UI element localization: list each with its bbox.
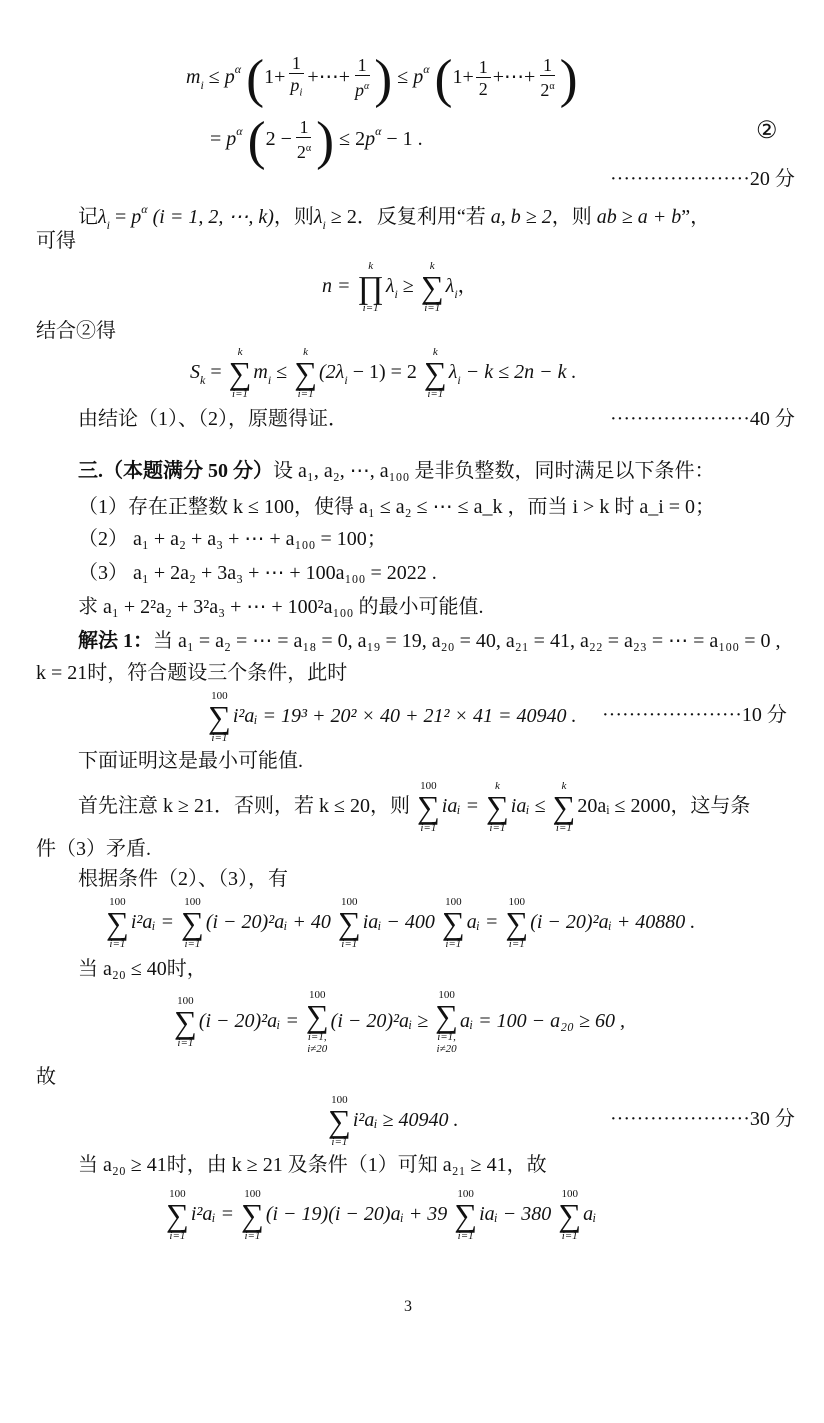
score-30: ·····················30 分 xyxy=(610,1108,795,1130)
sum-symbol: k ∑ i=1 xyxy=(552,780,576,835)
text-kede: 可得 xyxy=(36,230,76,252)
solution1-when-40: 当 a₂₀ ≤ 40时， xyxy=(78,958,207,980)
fraction: $\frac{1}{p^\alpha}$ xyxy=(354,55,370,101)
sum-symbol: 100 ∑ i=1, i≠20 xyxy=(305,989,329,1056)
sum-symbol: 100 ∑ i=1 xyxy=(106,896,129,951)
problem3-condition-3: （3） a₁ + 2a₂ + 3a₃ + ⋯ + 100a₁₀₀ = 2022 . xyxy=(78,562,437,584)
solution1-last-equation: 100 ∑ i=1 i²aᵢ = 100 ∑ i=1 (i − 19)(i − 20)aᵢ + 39 100 ∑ i=1 iaᵢ − 380 100 ∑ i=1 aᵢ xyxy=(166,1188,597,1243)
equation-m-line2: = $p^\alpha$ (2 − $\frac{1}{2^\alpha}$ ) ≤ $2p^\alpha - 1$ . xyxy=(210,110,423,171)
problem3-condition-1: （1）存在正整数 k ≤ 100，使得 a₁ ≤ a₂ ≤ ⋯ ≤ a_k ，而当 i > k 时 a_i = 0； xyxy=(78,496,716,518)
fraction: $\frac{1}{2}$ xyxy=(476,57,491,100)
sum-symbol: 100 ∑ i=1, i≠20 xyxy=(435,989,458,1056)
equation-m-line1: $m_i \le p^\alpha$ (1+ $\frac{1}{p_i}$ +⋯+ $\frac{1}{p^\alpha}$ ) ≤ $p^\alpha$ (1+ $\frac{1}{2}$ +⋯+ $\frac{1}{2^\alpha}$ ) xyxy=(186,48,578,109)
fraction: $\frac{1}{2^\alpha}$ xyxy=(296,117,312,163)
solution1-line2: k = 21时，符合题设三个条件，此时 xyxy=(36,662,348,684)
fraction: $\frac{1}{p_i}$ xyxy=(290,53,303,99)
equation-number: ② xyxy=(756,118,778,144)
solution1-big-equation: 100 ∑ i=1 i²aᵢ = 100 ∑ i=1 (i − 20)²aᵢ + 40 100 ∑ i=1 iaᵢ − 400 100 ∑ i=1 aᵢ = 100 ∑ i=1 (i − 20)²aᵢ + 40880 . xyxy=(106,896,696,951)
sum-symbol: 100 ∑ i=1 xyxy=(208,690,231,745)
fraction: $\frac{1}{2^\alpha}$ xyxy=(540,55,555,101)
solution1-equation: 100 ∑ i=1 i²aᵢ = 19³ + 20² × 40 + 21² × 41 = 40940 . xyxy=(208,690,577,745)
problem3-intro: 三.（本题满分 50 分）设 a₁, a₂, ⋯, a₁₀₀ 是非负整数，同时满足以下条件： xyxy=(78,460,715,482)
product-symbol: k ∏ i=1 xyxy=(357,260,384,315)
solution1-prove: 下面证明这是最小可能值. xyxy=(78,750,303,772)
sum-symbol: k ∑ i=1 xyxy=(228,346,252,401)
score-10: ·····················10 分 xyxy=(602,704,787,726)
lambda-definition: 记$\lambda_i = p^\alpha$ (i = 1, 2, ⋯, k)，则$\lambda_i \ge 2$．反复利用“若 a, b ≥ 2，则 ab ≥ a + b”， xyxy=(78,202,711,232)
solution1-contradiction: 件（3）矛盾. xyxy=(36,838,151,860)
sum-symbol: k ∑ i=1 xyxy=(294,346,318,401)
sum-symbol: k ∑ i=1 xyxy=(420,260,444,315)
eq-text: ≤ xyxy=(208,66,225,88)
sum-symbol: 100 ∑ i=1 xyxy=(181,896,204,951)
conclusion-text: 由结论（1）、（2），原题得证． xyxy=(78,408,348,430)
sum-symbol: 100 ∑ i=1 xyxy=(454,1188,478,1243)
sum-symbol: 100 ∑ i=1 xyxy=(166,1188,189,1243)
problem3-condition-2: （2） a₁ + a₂ + a₃ + ⋯ + a₁₀₀ = 100； xyxy=(78,528,387,550)
solution1-equation-gu: 100 ∑ i=1 i²aᵢ ≥ 40940 . xyxy=(328,1094,459,1149)
page-number: 3 xyxy=(404,1298,412,1315)
solution1-when-41: 当 a₂₀ ≥ 41时，由 k ≥ 21 及条件（1）可知 a₂₁ ≥ 41，故 xyxy=(78,1154,547,1176)
text-jiehe: 结合②得 xyxy=(36,320,116,342)
equation-n: n = k ∏ i=1 $\lambda_i$ ≥ k ∑ i=1 $\lambda_i$， xyxy=(322,260,478,315)
sum-symbol: k ∑ i=1 xyxy=(423,346,447,401)
sum-symbol: 100 ∑ i=1 xyxy=(328,1094,351,1149)
sum-symbol: 100 ∑ i=1 xyxy=(241,1188,264,1243)
solution1-line1: 解法 1：当 a₁ = a₂ = ⋯ = a₁₈ = 0, a₁₉ = 19, a₂₀ = 40, a₂₁ = 41, a₂₂ = a₂₃ = ⋯ = a₁₀₀ = 0 , xyxy=(78,630,781,652)
sum-symbol: 100 ∑ i=1 xyxy=(416,780,440,835)
problem3-question: 求 a₁ + 2²a₂ + 3²a₃ + ⋯ + 100²a₁₀₀ 的最小可能值. xyxy=(78,596,484,618)
score-40: ·····················40 分 xyxy=(610,408,795,430)
text-gu: 故 xyxy=(36,1066,56,1088)
score-20: ·····················20 分 xyxy=(610,168,795,190)
sum-symbol: 100 ∑ i=1 xyxy=(441,896,465,951)
sum-symbol: 100 ∑ i=1 xyxy=(337,896,361,951)
solution1-equation-when-40: 100 ∑ i=1 (i − 20)²aᵢ = 100 ∑ i=1, i≠20 (i − 20)²aᵢ ≥ 100 ∑ i=1, i≠20 aᵢ = 100 − a₂₀ ≥ 60 , xyxy=(174,989,626,1056)
sum-symbol: k ∑ i=1 xyxy=(485,780,509,835)
sum-symbol: 100 ∑ i=1 xyxy=(174,995,197,1050)
solution1-by-conditions: 根据条件（2）、（3），有 xyxy=(78,868,288,890)
sum-symbol: 100 ∑ i=1 xyxy=(505,896,529,951)
equation-s: $S_k$ = k ∑ i=1 $m_i$ ≤ k ∑ i=1 $(2\lambda_i - 1) = 2$ k ∑ i=1 $\lambda_i - k \le 2n - k$ . xyxy=(190,346,577,401)
solution1-first: 首先注意 k ≥ 21．否则，若 k ≤ 20，则 100 ∑ i=1 iaᵢ = k ∑ i=1 iaᵢ ≤ k ∑ i=1 20aᵢ ≤ 2000，这与条 xyxy=(78,780,751,835)
sum-symbol: 100 ∑ i=1 xyxy=(558,1188,582,1243)
